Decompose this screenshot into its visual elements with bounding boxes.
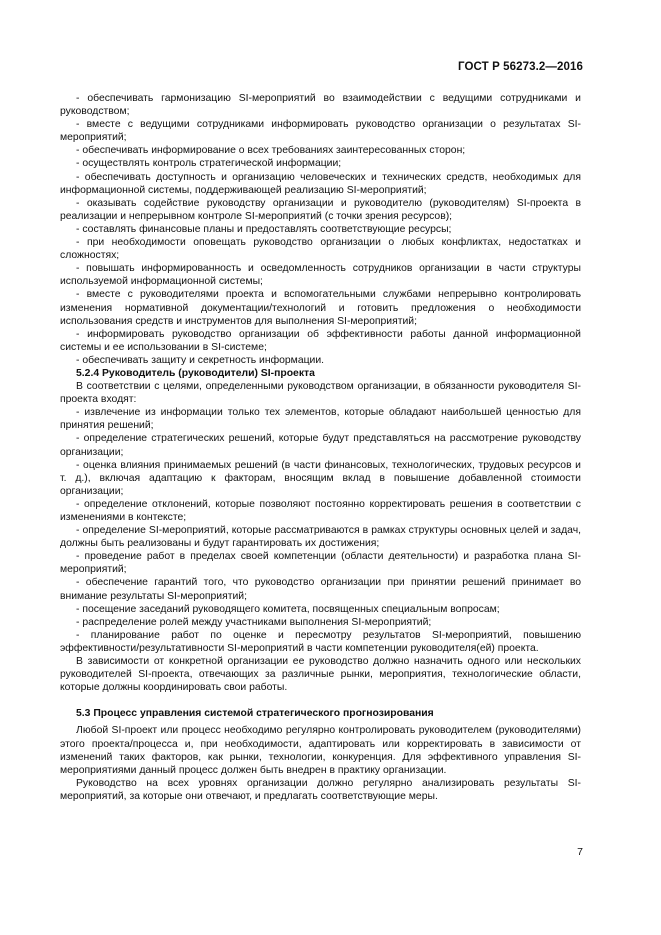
document-id-header: ГОСТ Р 56273.2—2016 bbox=[458, 61, 583, 73]
list-item: - определение стратегических решений, которые будут представляться на рассмотрение руководству организации; bbox=[60, 433, 581, 458]
list-item: - определение SI-мероприятий, которые рассматриваются в рамках структуры основных целей и задач, должны быть реализованы и будут гарантировать их достижения; bbox=[60, 525, 581, 550]
paragraph: Любой SI-проект или процесс необходимо регулярно контролировать руководителем (руководителями) этого проекта/процесса и, при необходимости, адаптировать или корректировать в зависимости от изменений таких факторов, как рынки, технологии, конкуренция. Для эффективного управления SI-мероприятиями данный процесс должен быть внедрен в практику организации. bbox=[60, 725, 581, 776]
list-item: - обеспечивать доступность и организацию человеческих и технических средств, необходимых для информационной системы, поддерживающей реализацию SI-мероприятий; bbox=[60, 171, 581, 196]
list-item: - планирование работ по оценке и пересмотру результатов SI-мероприятий, повышению эффективности/результативности SI-мероприятий в части компетенции руководителя(ей) проекта. bbox=[60, 629, 581, 654]
section-heading-5-2-4: 5.2.4 Руководитель (руководители) SI-проекта bbox=[76, 367, 315, 379]
list-item: - оказывать содействие руководству организации и руководителю (руководителям) SI-проекта в реализации и непрерывном контроле SI-мероприятий (с точки зрения ресурсов); bbox=[60, 197, 581, 222]
page-number: 7 bbox=[577, 846, 583, 858]
list-item: - вместе с руководителями проекта и вспомогательными службами непрерывно контролировать изменения нормативной документации/технологий и готовить предложения о необходимости использования средств и инструментов для выполнения SI-мероприятий; bbox=[60, 289, 581, 327]
section-heading-5-3: 5.3 Процесс управления системой стратегического прогнозирования bbox=[76, 708, 434, 720]
document-body bbox=[60, 92, 581, 803]
list-item: - обеспечивать защиту и секретность информации. bbox=[76, 354, 325, 366]
list-item: - распределение ролей между участниками выполнения SI-мероприятий; bbox=[76, 616, 432, 628]
list-item: - обеспечивать гармонизацию SI-мероприятий во взаимодействии с ведущими сотрудниками и руководством; bbox=[60, 93, 581, 118]
list-item: - проведение работ в пределах своей компетенции (области деятельности) и разработка плана SI-мероприятий; bbox=[60, 551, 581, 576]
list-item: - информировать руководство организации об эффективности работы данной информационной системы и ее использовании в SI-системе; bbox=[60, 328, 581, 353]
list-item: - оценка влияния принимаемых решений (в части финансовых, технологических, трудовых ресурсов и т. д.), включая адаптацию к факторам, вносящим вклад в повышение добавленной стоимости организации; bbox=[60, 459, 581, 497]
list-item: - осуществлять контроль стратегической информации; bbox=[76, 158, 342, 170]
list-item: - обеспечение гарантий того, что руководство организации при принятии решений принимает во внимание результаты SI-мероприятий; bbox=[60, 577, 581, 602]
list-item: - посещение заседаний руководящего комитета, посвященных специальным вопросам; bbox=[76, 603, 500, 615]
list-item: - извлечение из информации только тех элементов, которые обладают наибольшей ценностью для принятия решений; bbox=[60, 407, 581, 432]
list-item: - определение отклонений, которые позволяют постоянно корректировать решения в соответствии с изменениями в контексте; bbox=[60, 498, 581, 523]
list-item: - вместе с ведущими сотрудниками информировать руководство организации о результатах SI-мероприятий; bbox=[60, 119, 581, 144]
paragraph: Руководство на всех уровнях организации должно регулярно анализировать результаты SI-мероприятий, за которые они отвечают, и предлагать соответствующие меры. bbox=[60, 777, 581, 802]
list-item: - обеспечивать информирование о всех требованиях заинтересованных сторон; bbox=[76, 145, 466, 157]
paragraph: В зависимости от конкретной организации ее руководство должно назначить одного или нескольких руководителей SI-проекта, отвечающих за различные рынки, мероприятия, технологические области, которые должны координировать свои работы. bbox=[60, 656, 581, 694]
list-item: - при необходимости оповещать руководство организации о любых конфликтах, недостатках и сложностях; bbox=[60, 237, 581, 262]
list-item: - повышать информированность и осведомленность сотрудников организации в части структуры используемой информационной системы; bbox=[60, 263, 581, 288]
list-item: - составлять финансовые планы и предоставлять соответствующие ресурсы; bbox=[76, 223, 452, 235]
paragraph: В соответствии с целями, определенными руководством организации, в обязанности руководителя SI-проекта входят: bbox=[60, 381, 581, 406]
